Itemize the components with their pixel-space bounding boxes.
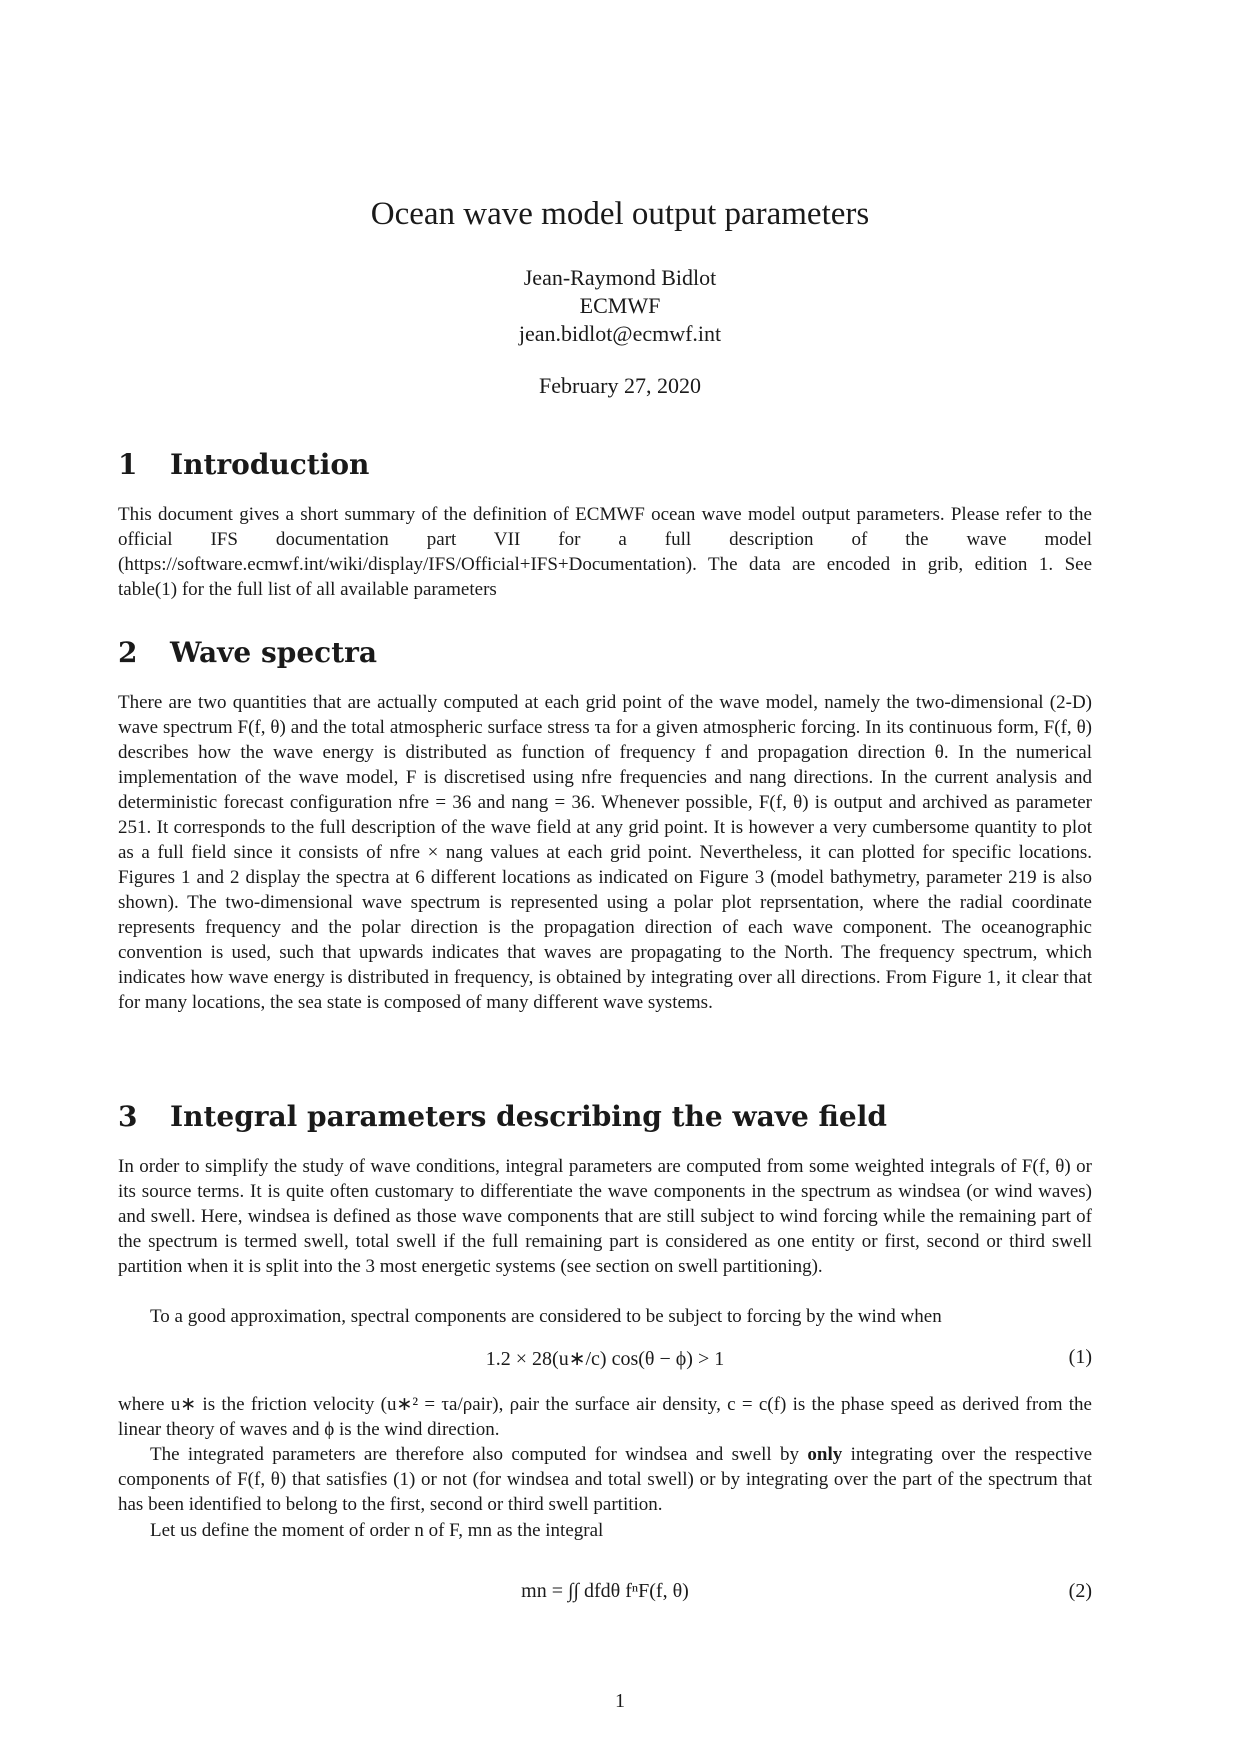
friction-velocity-paragraph: where u∗ is the friction velocity (u∗² = τa/ρair), ρair the surface air density, c = c(f) is the phase speed as derived from the linear theory of waves and ϕ is the wind direction. [118,1394,1092,1440]
wave-spectra-paragraph: There are two quantities that are actually computed at each grid point of the wave model, namely the two-dimensional (2-D) wave spectrum F(f, θ) and the total atmospheric surface stress τa for a given atmospheric forcing. In its continuous form, F(f, θ) describes how the wave energy is distributed as function of frequency f and propagation direction θ. In the numerical implementation of the wave model, F is discretised using nfre frequencies and nang directions. In the current analysis and deterministic forecast configuration nfre = 36 and nang = 36. Whenever possible, F(f, θ) is output and archived as parameter 251. It corresponds to the full description of the wave field at any grid point. It is however a very cumbersome quantity to plot as a full field since it consists of nfre × nang values at each grid point. Nevertheless, it can plotted for specific locations. Figures 1 and 2 display the spectra at 6 different locations as indicated on Figure 3 (model bathymetry, parameter 219 is also shown). The two-dimensional wave spectrum is represented using a polar plot reprsentation, where the radial coordinate represents frequency and the polar direction is the propagation direction of each wave component. The oceanographic convention is used, such that upwards indicates that waves are propagating to the North. The frequency spectrum, which indicates how wave energy is distributed in frequency, is obtained by integrating over all directions. From Figure 1, it clear that for many locations, the sea state is composed of many different wave systems. [118,692,1092,1013]
paragraph-text: The integrated parameters are therefore also computed for windsea and swell by [150,1444,808,1465]
page-number: 1 [615,1690,625,1712]
integral-params-paragraph: In order to simplify the study of wave conditions, integral parameters are computed from some weighted integrals of F(f, θ) or its source terms. It is quite often customary to differentiate the wave components in the spectrum as windsea (or wind waves) and swell. Here, windsea is defined as those wave components that are still subject to wind forcing while the remaining part of the spectrum is termed swell, total swell if the full remaining part is considered as one entity or first, second or third swell partition when it is split into the 3 most energetic systems (see section on swell partitioning). [118,1156,1092,1277]
equation-2-number: (2) [1068,1580,1092,1602]
paper-date: February 27, 2020 [539,373,701,398]
equation-1-number: (1) [1068,1346,1092,1368]
author-email: jean.bidlot@ecmwf.int [518,321,722,346]
section-title: Wave spectra [170,636,378,669]
section-number: 3 [118,1100,138,1133]
windsea-swell-paragraph [118,1442,1092,1517]
emphasis-only: only [807,1444,843,1465]
section-heading-integral-parameters [118,1100,887,1133]
section-title: Introduction [170,448,370,481]
author-block [0,264,1240,348]
author-affiliation: ECMWF [579,293,661,318]
section-heading-wave-spectra [118,636,377,669]
forcing-condition-paragraph: To a good approximation, spectral components are considered to be subject to forcing by the wind when [150,1306,942,1327]
moment-intro-paragraph: Let us define the moment of order n of F, mn as the integral [150,1520,604,1541]
section-number: 1 [118,448,138,481]
section-heading-introduction [118,448,369,481]
section-title: Integral parameters describing the wave field [170,1100,887,1133]
paragraph-text: integrating over the respective components of F(f, θ) that satisfies (1) or not (for windsea and total swell) or by integrating over the part of the spectrum that has been identified to belong to the first, second or third swell partition. [118,1444,1092,1515]
equation-1-body: 1.2 × 28(u∗/c) cos(θ − ϕ) > 1 [485,1348,725,1370]
paper-title: Ocean wave model output parameters [370,196,870,232]
author-name: Jean-Raymond Bidlot [523,265,717,290]
section-number: 2 [118,636,138,669]
intro-paragraph: This document gives a short summary of the definition of ECMWF ocean wave model output parameters. Please refer to the official IFS documentation part VII for a full description of the wave model (https://software.ecmwf.int/wiki/display/IFS/Official+IFS+Documentation). The data are encoded in grib, edition 1. See table(1) for the full list of all available parameters [118,504,1092,600]
equation-2-body: mn = ∫∫ dfdθ fⁿF(f, θ) [521,1580,689,1602]
